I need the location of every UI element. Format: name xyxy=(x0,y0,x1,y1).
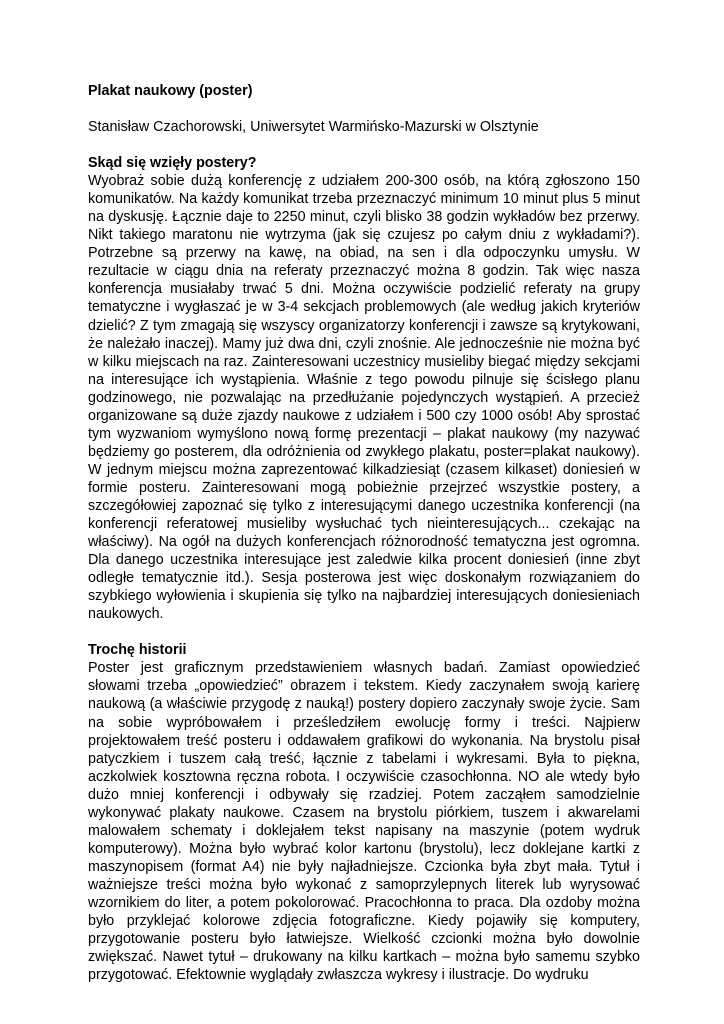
section-body: Wyobraż sobie dużą konferencję z udziałem 200-300 osób, na którą zgłoszono 150 komunikatów. Na każdy komunikat trzeba przeznaczyć minimum 10 minut plus 5 minut na dyskusję. Łącznie daje to 2250 minut, czyli blisko 38 godzin wykładów bez przerwy. Nikt takiego maratonu nie wytrzyma (jak się czujesz po całym dniu z wykładami?). Potrzebne są przerwy na kawę, na obiad, na sen i dla odpoczynku umysłu. W rezultacie w ciągu dnia na referaty przeznaczyć można 8 godzin. Tak więc nasza konferencja musiałaby trwać 5 dni. Można oczywiście podzielić referaty na grupy tematyczne i wygłaszać je w 3-4 sekcjach problemowych (ale według jakich kryteriów dzielić? Z tym zmagają się wszyscy organizatorzy konferencji i zawsze są krytykowani, że należało inaczej). Mamy już dwa dni, czyli znośnie. Ale jednocześnie nie można być w kilku miejscach na raz. Zainteresowani uczestnicy musieliby biegać między sekcjami na interesujące ich wystąpienia. Właśnie z tego powodu pilnuje się ścisłego planu godzinowego, nie pozwalając na przedłużanie pojedynczych wystąpień. A przecież organizowane są duże zjazdy naukowe z udziałem i 500 czy 1000 osób! Aby sprostać tym wyzwaniom wymyślono nową formę prezentacji – plakat naukowy (my nazywać będziemy go posterem, dla odróżnienia od zwykłego plakatu, poster=plakat naukowy). W jednym miejscu można zaprezentować kilkadziesiąt (czasem kilkaset) doniesień w formie posteru. Zainteresowani mogą pobieżnie przejrzeć wszystkie postery, a szczegółowiej zapoznać się tylko z interesującymi danego uczestnika konferencji (na konferencji referatowej musieliby wysłuchać tych nieinteresujących... czekając na właściwy). Na ogół na dużych konferencjach różnorodność tematyczna jest ogromna. Dla danego uczestnika interesujące jest zaledwie kilka procent doniesień (inne zbyt odległe tematycznie itd.). Sesja posterowa jest więc doskonałym rozwiązaniem do szybkiego wyłowienia i skupienia się tylko na najbardziej interesujących doniesieniach naukowych. xyxy=(88,173,640,623)
document-author: Stanisław Czachorowski, Uniwersytet Warmińsko-Mazurski w Olsztynie xyxy=(88,119,539,136)
section-body: Poster jest graficznym przedstawieniem własnych badań. Zamiast opowiedzieć słowami trzeba „opowiedzieć” obrazem i tekstem. Kiedy zaczynałem swoją karierę naukową (a właściwie przygodę z nauką!) postery dopiero zaczynały swoje życie. Sam na sobie wypróbowałem i prześledziłem ewolucję formy i treści. Najpierw projektowałem treść posteru i oddawałem grafikowi do wykonania. Na brystolu pisał patyczkiem i tuszem całą treść, łącznie z tabelami i wykresami. Była to piękna, aczkolwiek kosztowna ręczna robota. I oczywiście czasochłonna. NO ale wtedy było dużo mniej konferencji i odbywały się rzadziej. Potem zacząłem samodzielnie wykonywać plakaty naukowe. Czasem na brystolu piórkiem, tuszem i akwarelami malowałem schematy i doklejałem tekst napisany na maszynie (potem wydruk komputerowy). Można było wybrać kolor kartonu (brystolu), lecz doklejane kartki z maszynopisem (format A4) nie były najładniejsze. Czcionka była zbyt mała. Tytuł i ważniejsze treści można było wykonać z samoprzylepnych literek lub wyrysować wzornikiem do liter, a potem pokolorować. Pracochłonna to praca. Dla ozdoby można było przyklejać kolorowe zdjęcia fotograficzne. Kiedy pojawiły się komputery, przygotowanie posteru było łatwiejsze. Wielkość czcionki można było dowolnie zwiększać. Nawet tytuł – drukowany na kilku kartkach – można było samemu szybko przygotować. Efektownie wyglądały zwłaszcza wykresy i ilustracje. Do wydruku xyxy=(88,660,640,984)
document-title: Plakat naukowy (poster) xyxy=(88,83,253,99)
document-page xyxy=(88,82,640,1002)
section-history xyxy=(88,641,640,984)
section-origins xyxy=(88,154,640,623)
section-heading: Skąd się wzięły postery? xyxy=(88,155,257,172)
section-heading: Trochę historii xyxy=(88,642,187,659)
